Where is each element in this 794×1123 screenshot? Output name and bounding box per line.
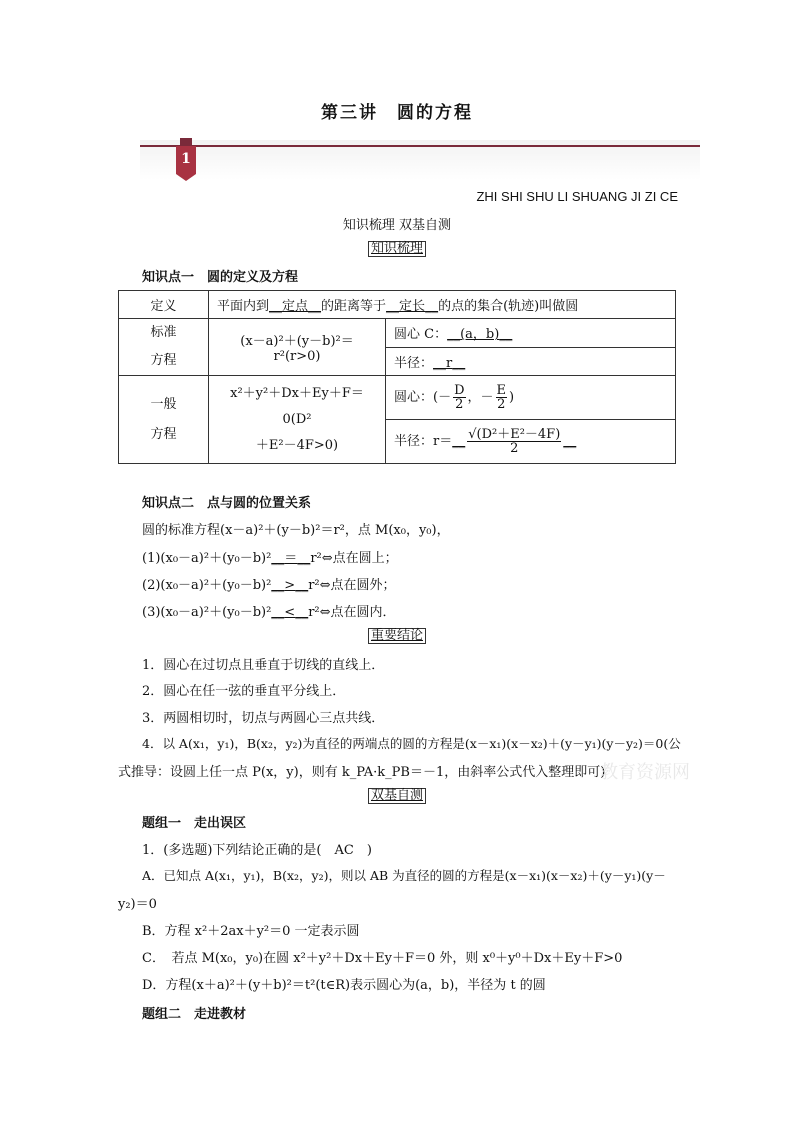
conclusion-3: 3．两圆相切时，切点与两圆心三点共线． [142,711,385,726]
standard-radius: 半径：__r__ [386,347,676,376]
conclusion-4-line-1: 4．以 A(x₁，y₁)，B(x₂，y₂)为直径的两端点的圆的方程是(x－x₁)(x－x₂)＋(y－y₁)(y－y₂)＝0(公 [142,736,681,751]
standard-center: 圆心 C：__(a，b)__ [386,319,676,348]
standard-equation-label: 标准 方程 [119,319,209,376]
definition-text: 平面内到__定点__的距离等于__定长__的点的集合(轨迹)叫做圆 [209,291,676,319]
boxed-label-conclusions: 重要结论 [368,628,426,644]
option-d: D．方程(x＋a)²＋(y＋b)²＝t²(t∈R)表示圆心为(a，b)，半径为 t 的圆 [142,978,546,993]
position-item-1: (1)(x₀－a)²＋(y₀－b)²__＝__r²⇔点在圆上； [142,551,398,566]
conclusion-1: 1．圆心在过切点且垂直于切线的直线上． [142,658,385,673]
section-number-badge: 1 [176,146,196,174]
conclusion-2: 2．圆心在任一弦的垂直平分线上． [142,684,346,699]
general-center: 圆心：(－ $\frac{D}{2}$ ，－ $\frac{E}{2}$ ) [386,376,676,420]
watermark: 教育资源网 [600,762,690,783]
option-b: B．方程 x²＋2ax＋y²＝0 一定表示圆 [142,924,360,939]
option-c: C． 若点 M(x₀，y₀)在圆 x²＋y²＋Dx＋Ey＋F＝0 外，则 x⁰＋y⁰＋Dx＋Ey＋F>0 [142,951,623,966]
option-a-line-2: y₂)＝0 [118,897,157,912]
position-item-2: (2)(x₀－a)²＋(y₀－b)²__>__r²⇔点在圆外； [142,578,396,593]
circle-equation-table [118,290,676,464]
standard-equation: (x－a)²＋(y－b)²＝r²(r>0) [209,319,386,376]
boxed-label-knowledge: 知识梳理 [368,241,426,257]
banner-rule [140,145,700,147]
knowledge-point-2-heading: 知识点二 点与圆的位置关系 [142,496,312,511]
group-2-heading: 题组二 走进教材 [142,1007,247,1022]
knowledge-point-2-intro: 圆的标准方程(x－a)²＋(y－b)²＝r²，点 M(x₀，y₀)， [142,523,450,538]
badge-cap [180,138,192,146]
definition-label: 定义 [119,291,209,319]
question-1: 1．(多选题)下列结论正确的是( AC ) [142,843,372,858]
pinyin-subtitle: ZHI SHI SHU LI SHUANG JI ZI CE [476,189,678,204]
knowledge-point-1-heading: 知识点一 圆的定义及方程 [142,270,299,285]
general-equation: x²＋y²＋Dx＋Ey＋F＝0(D² ＋E²－4F>0) [209,376,386,464]
general-radius: 半径：r＝__ $\frac{\text{√(D²＋E²－4F)}}{2}$ __ [386,420,676,464]
conclusion-4-line-2: 式推导：设圆上任一点 P(x，y)，则有 k_PA·k_PB＝－1，由斜率公式代入整理即可) [118,765,606,780]
badge-tail [176,174,196,181]
boxed-label-self-test: 双基自测 [368,788,426,804]
section-title: 知识梳理 双基自测 [342,218,452,233]
group-1-heading: 题组一 走出误区 [142,816,247,831]
page-title: 第三讲 圆的方程 [321,103,473,123]
position-item-3: (3)(x₀－a)²＋(y₀－b)²__<__r²⇔点在圆内． [142,605,396,620]
general-equation-label: 一般 方程 [119,376,209,464]
option-a-line-1: A．已知点 A(x₁，y₁)，B(x₂，y₂)，则以 AB 为直径的圆的方程是(x－x₁)(x－x₂)＋(y－y₁)(y－ [142,868,666,883]
